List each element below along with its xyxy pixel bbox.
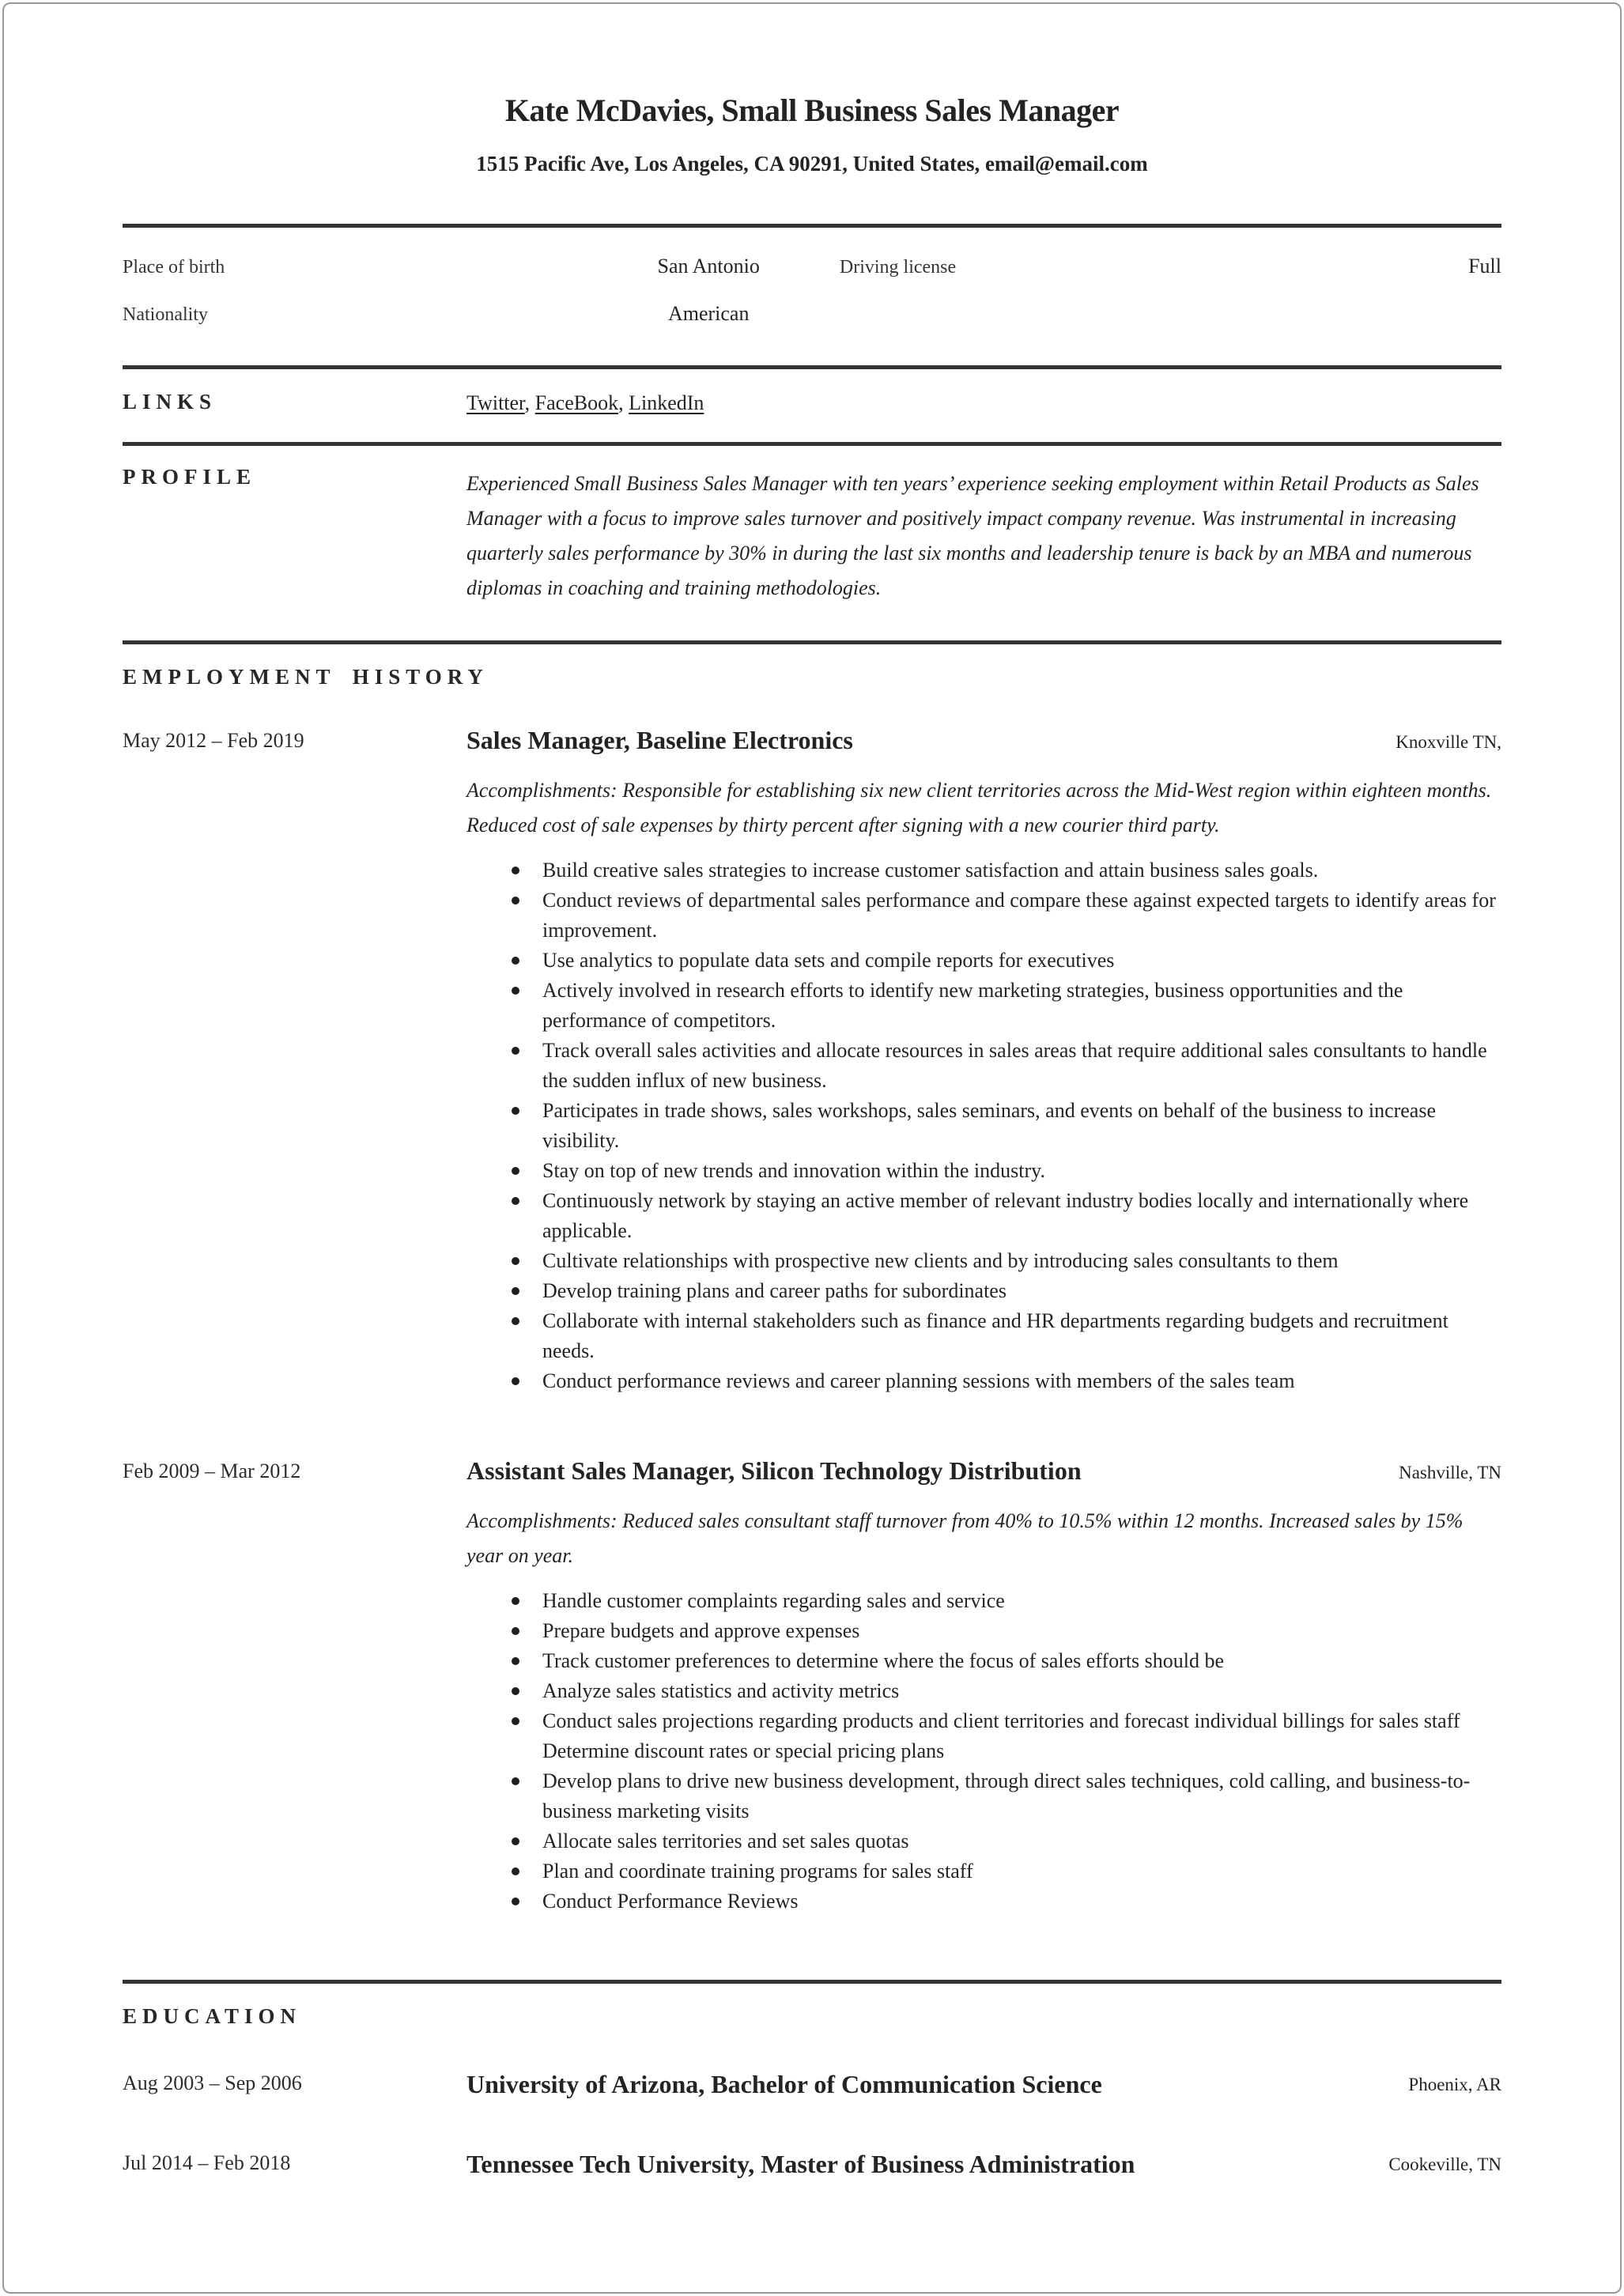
profile-text: Experienced Small Business Sales Manager with ten years’ experience seeking employment within Retail Products as Sales Manager with a focus to improve sales turnover and positively impact company revenue. Was instrumental in increasing quarterly sales performance by 30% in during the last six months and leadership tenure is back by an MBA and numerous diplomas in coaching and training methodologies. — [466, 472, 1479, 599]
job-entry — [123, 724, 1501, 1396]
job-bullet-list — [466, 1586, 1501, 1916]
education-section — [123, 1984, 1501, 2182]
linkedin-link[interactable]: LinkedIn — [629, 391, 704, 414]
job-dates: May 2012 – Feb 2019 — [123, 729, 304, 752]
education-head — [466, 2147, 1501, 2182]
link-separator: , — [618, 391, 629, 414]
list-item: Conduct Performance Reviews — [512, 1886, 1501, 1916]
education-entry — [123, 2147, 1501, 2182]
link-separator: , — [524, 391, 535, 414]
list-item: Build creative sales strategies to increase customer satisfaction and attain business sales goals. — [512, 855, 1501, 886]
job-location: Nashville, TN — [1399, 1463, 1501, 1482]
list-item: Develop plans to drive new business development, through direct sales techniques, cold calling, and business-to-business marketing visits — [512, 1766, 1501, 1826]
education-location: Phoenix, AR — [1408, 2075, 1501, 2094]
education-heading: EDUCATION — [123, 2004, 302, 2028]
job-summary: Accomplishments: Responsible for establishing six new client territories across the Mid-West region within eighteen months. Reduced cost of sale expenses by thirty percent after signing with a new courier third party. — [466, 779, 1492, 836]
education-location: Cookeville, TN — [1388, 2154, 1501, 2174]
employment-history-heading: EMPLOYMENT HISTORY — [123, 665, 489, 689]
education-head — [466, 2067, 1501, 2102]
job-head — [466, 724, 1501, 756]
list-item: Cultivate relationships with prospective new clients and by introducing sales consultants to them — [512, 1246, 1501, 1276]
list-item: Handle customer complaints regarding sales and service — [512, 1586, 1501, 1616]
details-row — [123, 244, 1501, 291]
education-title: Tennessee Tech University, Master of Business Administration — [466, 2149, 1135, 2178]
list-item: Conduct sales projections regarding products and client territories and forecast individual billings for sales staff Determine discount rates or special pricing plans — [512, 1706, 1501, 1766]
job-location: Knoxville TN, — [1396, 732, 1501, 752]
job-title: Assistant Sales Manager, Silicon Technology Distribution — [466, 1456, 1082, 1485]
details-row — [123, 291, 1501, 338]
job-head — [466, 1455, 1501, 1486]
facebook-link[interactable]: FaceBook — [534, 391, 619, 414]
employment-history-section — [123, 644, 1501, 1916]
list-item: Stay on top of new trends and innovation within the industry. — [512, 1156, 1501, 1186]
job-bullet-list — [466, 855, 1501, 1396]
place-of-birth-value: San Antonio — [657, 255, 760, 278]
twitter-link[interactable]: Twitter — [466, 391, 525, 414]
list-item: Track customer preferences to determine where the focus of sales efforts should be — [512, 1646, 1501, 1676]
job-details — [466, 1455, 1501, 1916]
list-item: Collaborate with internal stakeholders such as finance and HR departments regarding budgets and recruitment needs. — [512, 1306, 1501, 1366]
personal-details — [123, 228, 1501, 365]
job-title: Sales Manager, Baseline Electronics — [466, 726, 853, 754]
job-entry — [123, 1455, 1501, 1916]
nationality-value: American — [667, 302, 750, 325]
list-item: Develop training plans and career paths for subordinates — [512, 1276, 1501, 1306]
links-section — [123, 369, 1501, 442]
list-item: Conduct performance reviews and career planning sessions with members of the sales team — [512, 1366, 1501, 1396]
driving-license-label: Driving license — [839, 257, 957, 278]
profile-section — [123, 446, 1501, 640]
contact-line: 1515 Pacific Ave, Los Angeles, CA 90291, United States, email@email.com — [476, 152, 1148, 176]
list-item: Participates in trade shows, sales workshops, sales seminars, and events on behalf of the business to increase visibility. — [512, 1096, 1501, 1156]
place-of-birth-label: Place of birth — [123, 257, 225, 278]
job-summary: Accomplishments: Reduced sales consultant staff turnover from 40% to 10.5% within 12 months. Increased sales by 15% year on year. — [466, 1509, 1463, 1567]
nationality-label: Nationality — [123, 304, 208, 325]
job-details — [466, 724, 1501, 1396]
driving-license-value: Full — [1468, 255, 1501, 278]
education-title: University of Arizona, Bachelor of Communication Science — [466, 2070, 1102, 2098]
list-item: Conduct reviews of departmental sales performance and compare these against expected targets to identify areas for improvement. — [512, 886, 1501, 946]
profile-heading: PROFILE — [123, 465, 257, 489]
education-dates: Jul 2014 – Feb 2018 — [123, 2151, 291, 2174]
list-item: Track overall sales activities and allocate resources in sales areas that require additional sales consultants to handle the sudden influx of new business. — [512, 1036, 1501, 1096]
education-dates: Aug 2003 – Sep 2006 — [123, 2071, 302, 2094]
list-item: Continuously network by staying an active member of relevant industry bodies locally and internationally where applicable. — [512, 1186, 1501, 1246]
list-item: Use analytics to populate data sets and compile reports for executives — [512, 946, 1501, 976]
job-dates: Feb 2009 – Mar 2012 — [123, 1460, 301, 1482]
education-entry — [123, 2067, 1501, 2102]
links-list — [466, 390, 1501, 415]
page-title: Kate McDavies, Small Business Sales Manager — [504, 93, 1120, 128]
list-item: Actively involved in research efforts to identify new marketing strategies, business opportunities and the performance of competitors. — [512, 976, 1501, 1036]
list-item: Prepare budgets and approve expenses — [512, 1616, 1501, 1646]
list-item: Allocate sales territories and set sales quotas — [512, 1826, 1501, 1856]
links-heading: LINKS — [123, 390, 217, 414]
list-item: Analyze sales statistics and activity metrics — [512, 1676, 1501, 1706]
list-item: Plan and coordinate training programs for sales staff — [512, 1856, 1501, 1886]
resume-header — [123, 0, 1501, 176]
